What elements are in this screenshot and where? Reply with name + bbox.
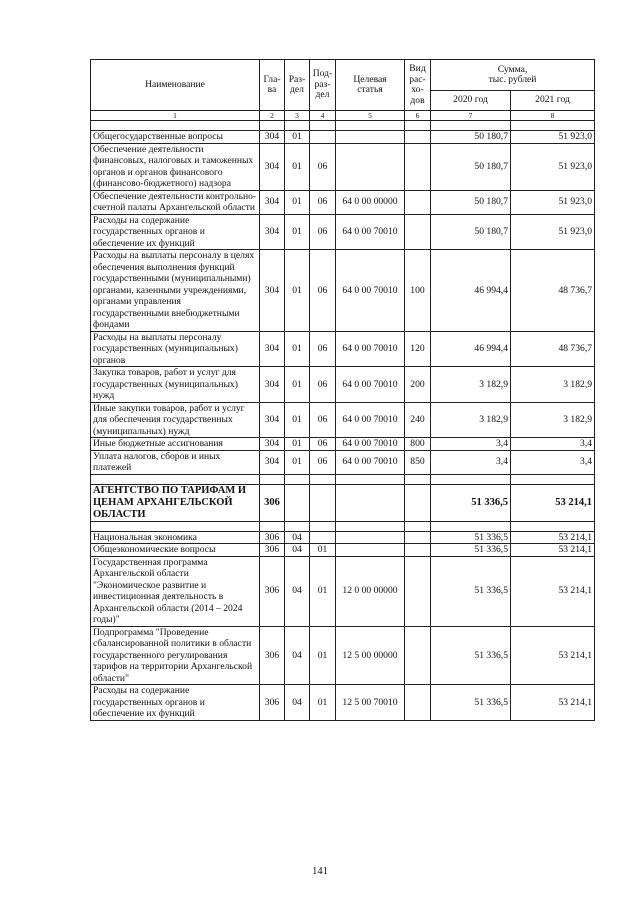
row-name: Расходы на выплаты персоналу в целях обеспечения выполнения функций государственными (муниципальными) органами, казенными учреждениями, органами управления государственными внебюджетными фондами xyxy=(91,250,260,332)
row-sum-2021: 53 214,1 xyxy=(511,685,595,721)
row-section: 01 xyxy=(285,331,310,367)
header-section: Раз- дел xyxy=(285,60,310,111)
header-target-article: Целевая статья xyxy=(336,60,405,111)
row-section: 01 xyxy=(285,131,310,144)
row-section xyxy=(285,121,310,131)
row-target-article: 64 0 00 00000 xyxy=(336,190,405,214)
row-sum-2020: 46 994,4 xyxy=(431,331,511,367)
row-sum-2020: 46 994,4 xyxy=(431,250,511,332)
row-sum-2020: 3 182,9 xyxy=(431,367,511,403)
row-subsection xyxy=(310,484,336,521)
row-name: Расходы на содержание государственных органов и обеспечение их функций xyxy=(91,214,260,250)
table-row xyxy=(91,544,595,557)
row-section: 01 xyxy=(285,190,310,214)
row-chapter: 306 xyxy=(260,685,285,721)
row-subsection: 01 xyxy=(310,544,336,557)
row-subsection: 06 xyxy=(310,331,336,367)
row-name: Уплата налогов, сборов и иных платежей xyxy=(91,450,260,474)
column-number: 7 xyxy=(431,111,511,121)
row-subsection: 06 xyxy=(310,367,336,403)
row-sum-2021: 51 923,0 xyxy=(511,131,595,144)
row-section: 04 xyxy=(285,626,310,685)
table-row xyxy=(91,531,595,544)
row-expense-type xyxy=(405,556,431,626)
row-sum-2021 xyxy=(511,121,595,131)
row-expense-type xyxy=(405,531,431,544)
table-row xyxy=(91,685,595,721)
row-target-article xyxy=(336,474,405,484)
row-name: Иные бюджетные ассигнования xyxy=(91,438,260,451)
row-sum-2021 xyxy=(511,474,595,484)
row-chapter xyxy=(260,474,285,484)
row-name: Общегосударственные вопросы xyxy=(91,131,260,144)
row-name: Закупка товаров, работ и услуг для государственных (муниципальных) нужд xyxy=(91,367,260,403)
row-chapter: 306 xyxy=(260,556,285,626)
row-sum-2021: 53 214,1 xyxy=(511,544,595,557)
row-expense-type xyxy=(405,143,431,190)
row-name: Иные закупки товаров, работ и услуг для обеспечения государственных (муниципальных) нужд xyxy=(91,402,260,438)
row-sum-2020: 50 180,7 xyxy=(431,143,511,190)
table-row xyxy=(91,331,595,367)
row-expense-type xyxy=(405,131,431,144)
row-target-article: 64 0 00 70010 xyxy=(336,331,405,367)
row-sum-2020: 51 336,5 xyxy=(431,531,511,544)
page-number: 141 xyxy=(312,866,328,877)
row-section: 01 xyxy=(285,402,310,438)
row-subsection: 01 xyxy=(310,685,336,721)
row-sum-2020: 51 336,5 xyxy=(431,544,511,557)
row-subsection: 01 xyxy=(310,626,336,685)
row-sum-2021: 51 923,0 xyxy=(511,214,595,250)
row-sum-2021: 53 214,1 xyxy=(511,531,595,544)
row-section: 01 xyxy=(285,250,310,332)
row-expense-type: 200 xyxy=(405,367,431,403)
row-expense-type xyxy=(405,214,431,250)
table-row xyxy=(91,250,595,332)
row-subsection xyxy=(310,531,336,544)
row-section: 04 xyxy=(285,531,310,544)
spacer-row xyxy=(91,521,595,531)
row-section: 01 xyxy=(285,438,310,451)
row-section: 04 xyxy=(285,685,310,721)
row-sum-2020: 50 180,7 xyxy=(431,190,511,214)
row-subsection: 06 xyxy=(310,143,336,190)
row-sum-2021: 3,4 xyxy=(511,438,595,451)
row-sum-2020: 51 336,5 xyxy=(431,626,511,685)
row-target-article: 64 0 00 70010 xyxy=(336,214,405,250)
row-sum-2020: 50 180,7 xyxy=(431,214,511,250)
row-subsection: 06 xyxy=(310,402,336,438)
row-chapter xyxy=(260,121,285,131)
row-sum-2021: 53 214,1 xyxy=(511,484,595,521)
header-year-2020: 2020 год xyxy=(431,91,511,111)
table-row xyxy=(91,131,595,144)
row-chapter: 304 xyxy=(260,450,285,474)
row-subsection xyxy=(310,521,336,531)
row-sum-2020: 3,4 xyxy=(431,450,511,474)
row-expense-type xyxy=(405,474,431,484)
row-subsection: 06 xyxy=(310,450,336,474)
row-chapter: 304 xyxy=(260,367,285,403)
row-subsection xyxy=(310,474,336,484)
table-body xyxy=(91,121,595,721)
row-expense-type xyxy=(405,544,431,557)
spacer-row xyxy=(91,474,595,484)
row-target-article: 12 5 00 00000 xyxy=(336,626,405,685)
row-subsection: 01 xyxy=(310,556,336,626)
row-section: 04 xyxy=(285,556,310,626)
row-sum-2021: 51 923,0 xyxy=(511,190,595,214)
row-sum-2021: 3 182,9 xyxy=(511,402,595,438)
row-chapter: 304 xyxy=(260,143,285,190)
row-expense-type: 800 xyxy=(405,438,431,451)
row-chapter: 306 xyxy=(260,484,285,521)
header-expense-type: Вид рас- хо- дов xyxy=(405,60,431,111)
row-sum-2021: 51 923,0 xyxy=(511,143,595,190)
row-name: АГЕНТСТВО ПО ТАРИФАМ И ЦЕНАМ АРХАНГЕЛЬСКОЙ ОБЛАСТИ xyxy=(91,484,260,521)
row-sum-2020: 51 336,5 xyxy=(431,484,511,521)
row-subsection xyxy=(310,131,336,144)
row-name: Обеспечение деятельности контрольно-счетной палаты Архангельской области xyxy=(91,190,260,214)
column-number: 5 xyxy=(336,111,405,121)
row-name: Подпрограмма "Проведение сбалансированной политики в области государственного регулирования тарифов на территории Архангельской области" xyxy=(91,626,260,685)
row-chapter: 304 xyxy=(260,131,285,144)
table-row xyxy=(91,367,595,403)
row-section: 04 xyxy=(285,544,310,557)
row-chapter: 304 xyxy=(260,402,285,438)
row-expense-type xyxy=(405,626,431,685)
row-sum-2021 xyxy=(511,521,595,531)
row-section xyxy=(285,484,310,521)
row-name xyxy=(91,474,260,484)
row-expense-type xyxy=(405,190,431,214)
row-expense-type: 850 xyxy=(405,450,431,474)
row-target-article: 64 0 00 70010 xyxy=(336,402,405,438)
column-number: 3 xyxy=(285,111,310,121)
row-target-article: 64 0 00 70010 xyxy=(336,438,405,451)
row-sum-2020: 51 336,5 xyxy=(431,556,511,626)
table-row xyxy=(91,484,595,521)
row-section xyxy=(285,521,310,531)
row-expense-type: 100 xyxy=(405,250,431,332)
row-chapter: 304 xyxy=(260,250,285,332)
row-expense-type xyxy=(405,521,431,531)
row-chapter: 306 xyxy=(260,544,285,557)
column-numbers-row xyxy=(91,111,595,121)
row-sum-2020: 50 180,7 xyxy=(431,131,511,144)
budget-table xyxy=(90,59,595,721)
row-chapter: 304 xyxy=(260,214,285,250)
table-row xyxy=(91,402,595,438)
row-expense-type xyxy=(405,685,431,721)
row-chapter: 304 xyxy=(260,331,285,367)
row-target-article: 12 0 00 00000 xyxy=(336,556,405,626)
row-target-article xyxy=(336,121,405,131)
row-expense-type: 120 xyxy=(405,331,431,367)
row-sum-2021: 48 736,7 xyxy=(511,250,595,332)
row-sum-2020 xyxy=(431,121,511,131)
header-name: Наименование xyxy=(91,60,260,111)
row-sum-2021: 3,4 xyxy=(511,450,595,474)
table-row xyxy=(91,450,595,474)
row-section: 01 xyxy=(285,367,310,403)
row-subsection: 06 xyxy=(310,250,336,332)
row-chapter: 306 xyxy=(260,626,285,685)
row-sum-2021: 53 214,1 xyxy=(511,556,595,626)
row-target-article xyxy=(336,484,405,521)
row-name: Государственная программа Архангельской области "Экономическое развитие и инвестиционная деятельность в Архангельской области (2014 – 2024 годы)" xyxy=(91,556,260,626)
row-chapter: 304 xyxy=(260,438,285,451)
row-target-article: 64 0 00 70010 xyxy=(336,367,405,403)
row-name: Национальная экономика xyxy=(91,531,260,544)
row-subsection: 06 xyxy=(310,438,336,451)
header-year-2021: 2021 год xyxy=(511,91,595,111)
row-name xyxy=(91,521,260,531)
table-row xyxy=(91,556,595,626)
row-chapter xyxy=(260,521,285,531)
row-sum-2020 xyxy=(431,474,511,484)
row-sum-2020: 3,4 xyxy=(431,438,511,451)
header-chapter: Гла- ва xyxy=(260,60,285,111)
row-expense-type: 240 xyxy=(405,402,431,438)
row-sum-2021: 48 736,7 xyxy=(511,331,595,367)
row-target-article xyxy=(336,131,405,144)
column-number: 2 xyxy=(260,111,285,121)
table-row xyxy=(91,214,595,250)
column-number: 1 xyxy=(91,111,260,121)
table-row xyxy=(91,143,595,190)
row-subsection: 06 xyxy=(310,190,336,214)
row-section: 01 xyxy=(285,214,310,250)
row-name: Общеэкономические вопросы xyxy=(91,544,260,557)
row-subsection xyxy=(310,121,336,131)
row-expense-type xyxy=(405,121,431,131)
column-number: 8 xyxy=(511,111,595,121)
row-sum-2021: 3 182,9 xyxy=(511,367,595,403)
row-sum-2021: 53 214,1 xyxy=(511,626,595,685)
row-sum-2020: 3 182,9 xyxy=(431,402,511,438)
row-sum-2020: 51 336,5 xyxy=(431,685,511,721)
row-name: Расходы на выплаты персоналу государственных (муниципальных) органов xyxy=(91,331,260,367)
row-target-article: 64 0 00 70010 xyxy=(336,250,405,332)
header-subsection: Под- раз- дел xyxy=(310,60,336,111)
row-target-article xyxy=(336,544,405,557)
header-sum: Сумма, тыс. рублей xyxy=(431,60,595,91)
column-number: 4 xyxy=(310,111,336,121)
table-row xyxy=(91,626,595,685)
table-row xyxy=(91,190,595,214)
row-target-article xyxy=(336,531,405,544)
row-sum-2020 xyxy=(431,521,511,531)
column-number: 6 xyxy=(405,111,431,121)
row-name: Расходы на содержание государственных органов и обеспечение их функций xyxy=(91,685,260,721)
row-subsection: 06 xyxy=(310,214,336,250)
row-section xyxy=(285,474,310,484)
row-section: 01 xyxy=(285,450,310,474)
row-chapter: 306 xyxy=(260,531,285,544)
spacer-row xyxy=(91,121,595,131)
row-chapter: 304 xyxy=(260,190,285,214)
row-name xyxy=(91,121,260,131)
row-target-article xyxy=(336,521,405,531)
row-target-article xyxy=(336,143,405,190)
row-section: 01 xyxy=(285,143,310,190)
table-row xyxy=(91,438,595,451)
row-name: Обеспечение деятельности финансовых, налоговых и таможенных органов и органов финансового (финансово-бюджетного) надзора xyxy=(91,143,260,190)
row-target-article: 64 0 00 70010 xyxy=(336,450,405,474)
row-target-article: 12 5 00 70010 xyxy=(336,685,405,721)
table-header xyxy=(91,60,595,121)
row-expense-type xyxy=(405,484,431,521)
